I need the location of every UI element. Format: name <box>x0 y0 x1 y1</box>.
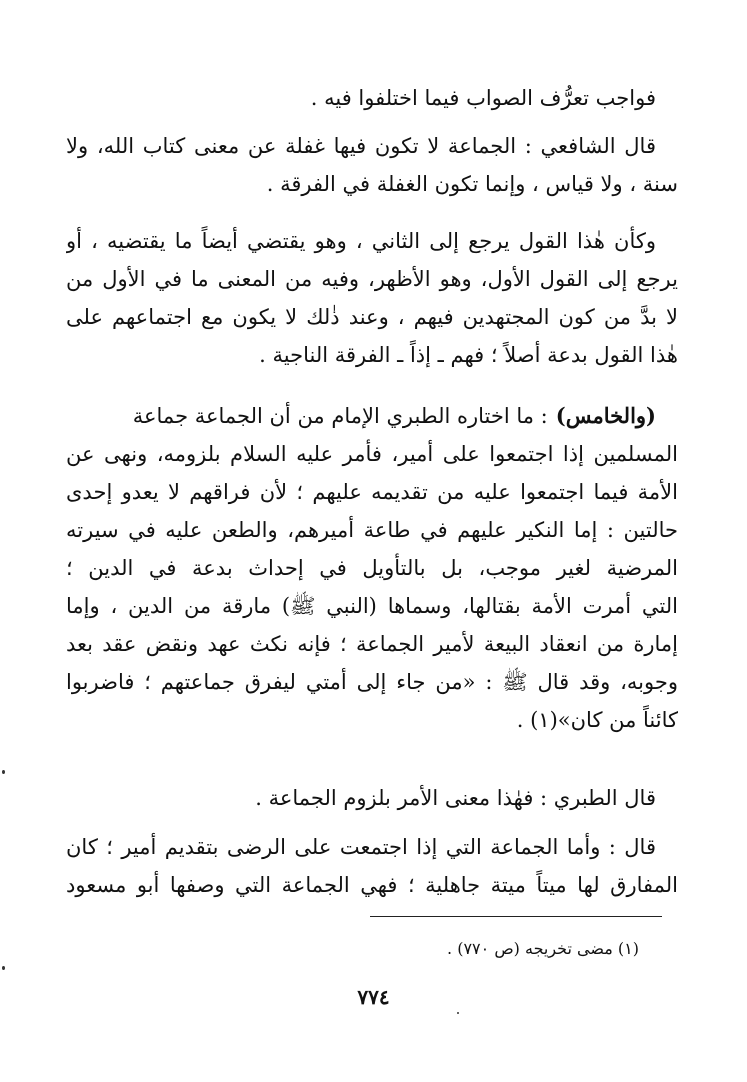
paragraph-4 <box>66 397 678 739</box>
text-line: حالتين : إما النكير عليهم في طاعة أميرهم، والطعن عليه في سيرته <box>66 518 678 542</box>
text-line: الأمة فيما اجتمعوا عليه من تقديمه عليهم ؛ لأن فراقهم لا يعدو إحدى <box>66 480 678 504</box>
text-line: يرجع إلى القول الأول، وهو الأظهر، وفيه من المعنى ما في الأول من <box>66 267 678 291</box>
text-line: فواجب تعرُّف الصواب فيما اختلفوا فيه . <box>310 86 656 110</box>
paragraph-2 <box>66 127 678 203</box>
text-line: قال الشافعي : الجماعة لا تكون فيها غفلة عن معنى كتاب الله، ولا <box>66 134 656 158</box>
text-line: المسلمين إذا اجتمعوا على أمير، فأمر عليه السلام بلزومه، ونهى عن <box>66 442 678 466</box>
text-line: هٰذا القول بدعة أصلاً ؛ فهم ـ إذاً ـ الفرقة الناجية . <box>259 343 678 367</box>
paragraph-3 <box>66 222 678 374</box>
text-line: إمارة من انعقاد البيعة لأمير الجماعة ؛ فإنه نكث عهد ونقض عقد بعد <box>66 632 678 656</box>
text-line: المفارق لها ميتاً ميتة جاهلية ؛ فهي الجماعة التي وصفها أبو مسعود <box>66 873 678 897</box>
text-line: وكأن هٰذا القول يرجع إلى الثاني ، وهو يقتضي أيضاً ما يقتضيه ، أو <box>66 229 656 253</box>
text-line <box>66 397 678 435</box>
paragraph-6 <box>66 828 678 904</box>
footnote-separator <box>370 916 662 917</box>
text-line: كائناً من كان»(١) . <box>516 708 678 732</box>
paragraph-1 <box>66 79 678 117</box>
text-line-rest: : ما اختاره الطبري الإمام من أن الجماعة جماعة <box>132 404 548 428</box>
text-line: سنة ، ولا قياس ، وإنما تكون الغفلة في الفرقة . <box>266 172 678 196</box>
page-number: ٧٧٤ <box>357 985 390 1009</box>
scan-speck <box>2 770 5 774</box>
scan-speck <box>2 966 5 970</box>
section-lead: (والخامس) <box>555 403 656 428</box>
text-line: قال : وأما الجماعة التي إذا اجتمعت على الرضى بتقديم أمير ؛ كان <box>66 835 656 859</box>
footnote: (١) مضى تخريجه (ص ٧٧٠) . <box>447 939 639 958</box>
scan-speck <box>457 1012 459 1014</box>
text-line: التي أمرت الأمة بقتالها، وسماها (النبي ﷺ) مارقة من الدين ، وإما <box>66 594 678 618</box>
paragraph-5 <box>66 779 678 817</box>
text-line: لا بدَّ من كون المجتهدين فيهم ، وعند ذٰلك لا يكون مع اجتماعهم على <box>66 305 678 329</box>
text-line: قال الطبري : فهٰذا معنى الأمر بلزوم الجماعة . <box>255 786 656 810</box>
text-line: وجوبه، وقد قال ﷺ : «من جاء إلى أمتي ليفرق جماعتهم ؛ فاضربوا <box>66 670 678 694</box>
text-line: المرضية لغير موجب، بل بالتأويل في إحداث بدعة في الدين ؛ <box>66 556 678 580</box>
